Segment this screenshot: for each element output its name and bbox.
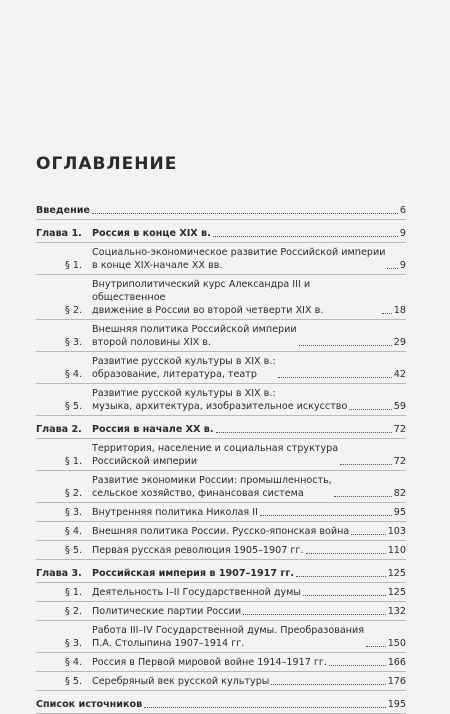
toc-page-number: 166 [387,657,406,668]
toc-page-number: 72 [393,456,406,467]
toc-section [36,243,406,275]
toc-title: Российская империя в 1907–1917 гг. [92,568,295,579]
toc-section [36,653,406,672]
toc-number: § 3. [65,337,82,348]
toc-number: § 3. [65,507,82,518]
leader-dots [382,313,392,314]
toc-title: Россия в конце XIX в. [92,228,211,239]
toc-section [36,621,406,653]
toc-title: Развитие экономики России: промышленность, сельское хозяйство, финансовая система [92,475,332,499]
toc-page-number: 125 [387,568,406,579]
toc-title: Внешняя политика Российской империи второй половины XIX в. [92,324,297,348]
toc-page-number: 42 [393,369,406,380]
toc-number: § 2. [65,305,82,316]
toc-title: Введение [36,205,91,216]
toc-page-number: 195 [387,699,406,710]
toc-title: Развитие русской культуры в XIX в.: музыка, архитектура, изобразительное искусство [92,388,348,412]
toc-title: Внутренняя политика Николая II [92,507,258,518]
toc-section [36,583,406,602]
toc-number: § 1. [65,260,82,271]
toc-entry [36,695,406,714]
toc-title: Социально-экономическое развитие Российской империи в конце XIX-начале XX вв. [92,247,386,271]
leader-dots [306,553,386,554]
toc-title: Развитие русской культуры в XIX в.: образование, литература, театр [92,356,276,380]
leader-dots [278,377,392,378]
toc-page-number: 72 [393,424,406,435]
toc-section [36,275,406,320]
toc-title: Первая русская революция 1905–1907 гг. [92,545,304,556]
toc-page-number: 82 [393,488,406,499]
leader-dots [366,646,386,647]
toc-number: § 3. [65,638,82,649]
toc-title: Территория, население и социальная структура Российской империи [92,443,339,467]
toc-number: § 5. [65,401,82,412]
toc-section [36,471,406,503]
toc-number: § 4. [65,369,82,380]
toc-title: Работа III–IV Государственной думы. Преобразования П.А. Столыпина 1907–1914 гг. [92,625,365,649]
toc-number: § 2. [65,488,82,499]
toc-chapter [36,564,406,583]
toc-page-number: 132 [387,606,406,617]
leader-dots [351,534,385,535]
toc-title: Внешняя политика России. Русско-японская война [92,526,350,537]
toc-number: § 2. [65,606,82,617]
leader-dots [387,268,397,269]
toc-number: Глава 1. [36,228,82,239]
toc-section [36,602,406,621]
toc-number: Глава 3. [36,568,82,579]
toc-section [36,541,406,560]
leader-dots [296,576,386,577]
toc-page-number: 18 [393,305,406,316]
leader-dots [216,432,392,433]
toc-page-number: 176 [387,676,406,687]
toc-page-number: 110 [387,545,406,556]
toc-number: Глава 2. [36,424,82,435]
toc-title: Россия в Первой мировой войне 1914–1917 гг. [92,657,328,668]
toc-section [36,439,406,471]
toc-entry [36,201,406,220]
page-title: ОГЛАВЛЕНИЕ [36,154,178,174]
toc-page-number: 125 [387,587,406,598]
leader-dots [243,614,386,615]
toc-page-number: 95 [393,507,406,518]
leader-dots [260,515,392,516]
toc-chapter [36,224,406,243]
toc-title: Деятельность I–II Государственной думы [92,587,302,598]
table-of-contents [36,201,406,714]
leader-dots [92,213,398,214]
toc-number: § 1. [65,456,82,467]
toc-title: Россия в начале XX в. [92,424,214,435]
toc-page-number: 59 [393,401,406,412]
toc-section [36,320,406,352]
toc-page-number: 6 [399,205,406,216]
toc-section [36,352,406,384]
toc-page-number: 150 [387,638,406,649]
leader-dots [299,345,392,346]
toc-page-number: 29 [393,337,406,348]
toc-section [36,503,406,522]
toc-number: § 4. [65,657,82,668]
toc-chapter [36,420,406,439]
leader-dots [303,595,386,596]
toc-title: Список источников [36,699,143,710]
toc-title: Внутриполитический курс Александра III и общественное движение в России во второй четверти XIX в. [92,279,324,316]
leader-dots [334,496,392,497]
toc-title: Политические партии России [92,606,242,617]
leader-dots [349,409,391,410]
toc-section [36,672,406,691]
leader-dots [213,236,398,237]
toc-section [36,522,406,541]
toc-page-number: 9 [399,260,406,271]
leader-dots [144,707,385,708]
toc-number: § 4. [65,526,82,537]
leader-dots [329,665,386,666]
leader-dots [271,684,385,685]
toc-number: § 5. [65,545,82,556]
toc-number: § 1. [65,587,82,598]
toc-page-number: 103 [387,526,406,537]
toc-page-number: 9 [399,228,406,239]
leader-dots [340,464,392,465]
toc-title: Серебряный век русской культуры [92,676,270,687]
toc-number: § 5. [65,676,82,687]
toc-section [36,384,406,416]
